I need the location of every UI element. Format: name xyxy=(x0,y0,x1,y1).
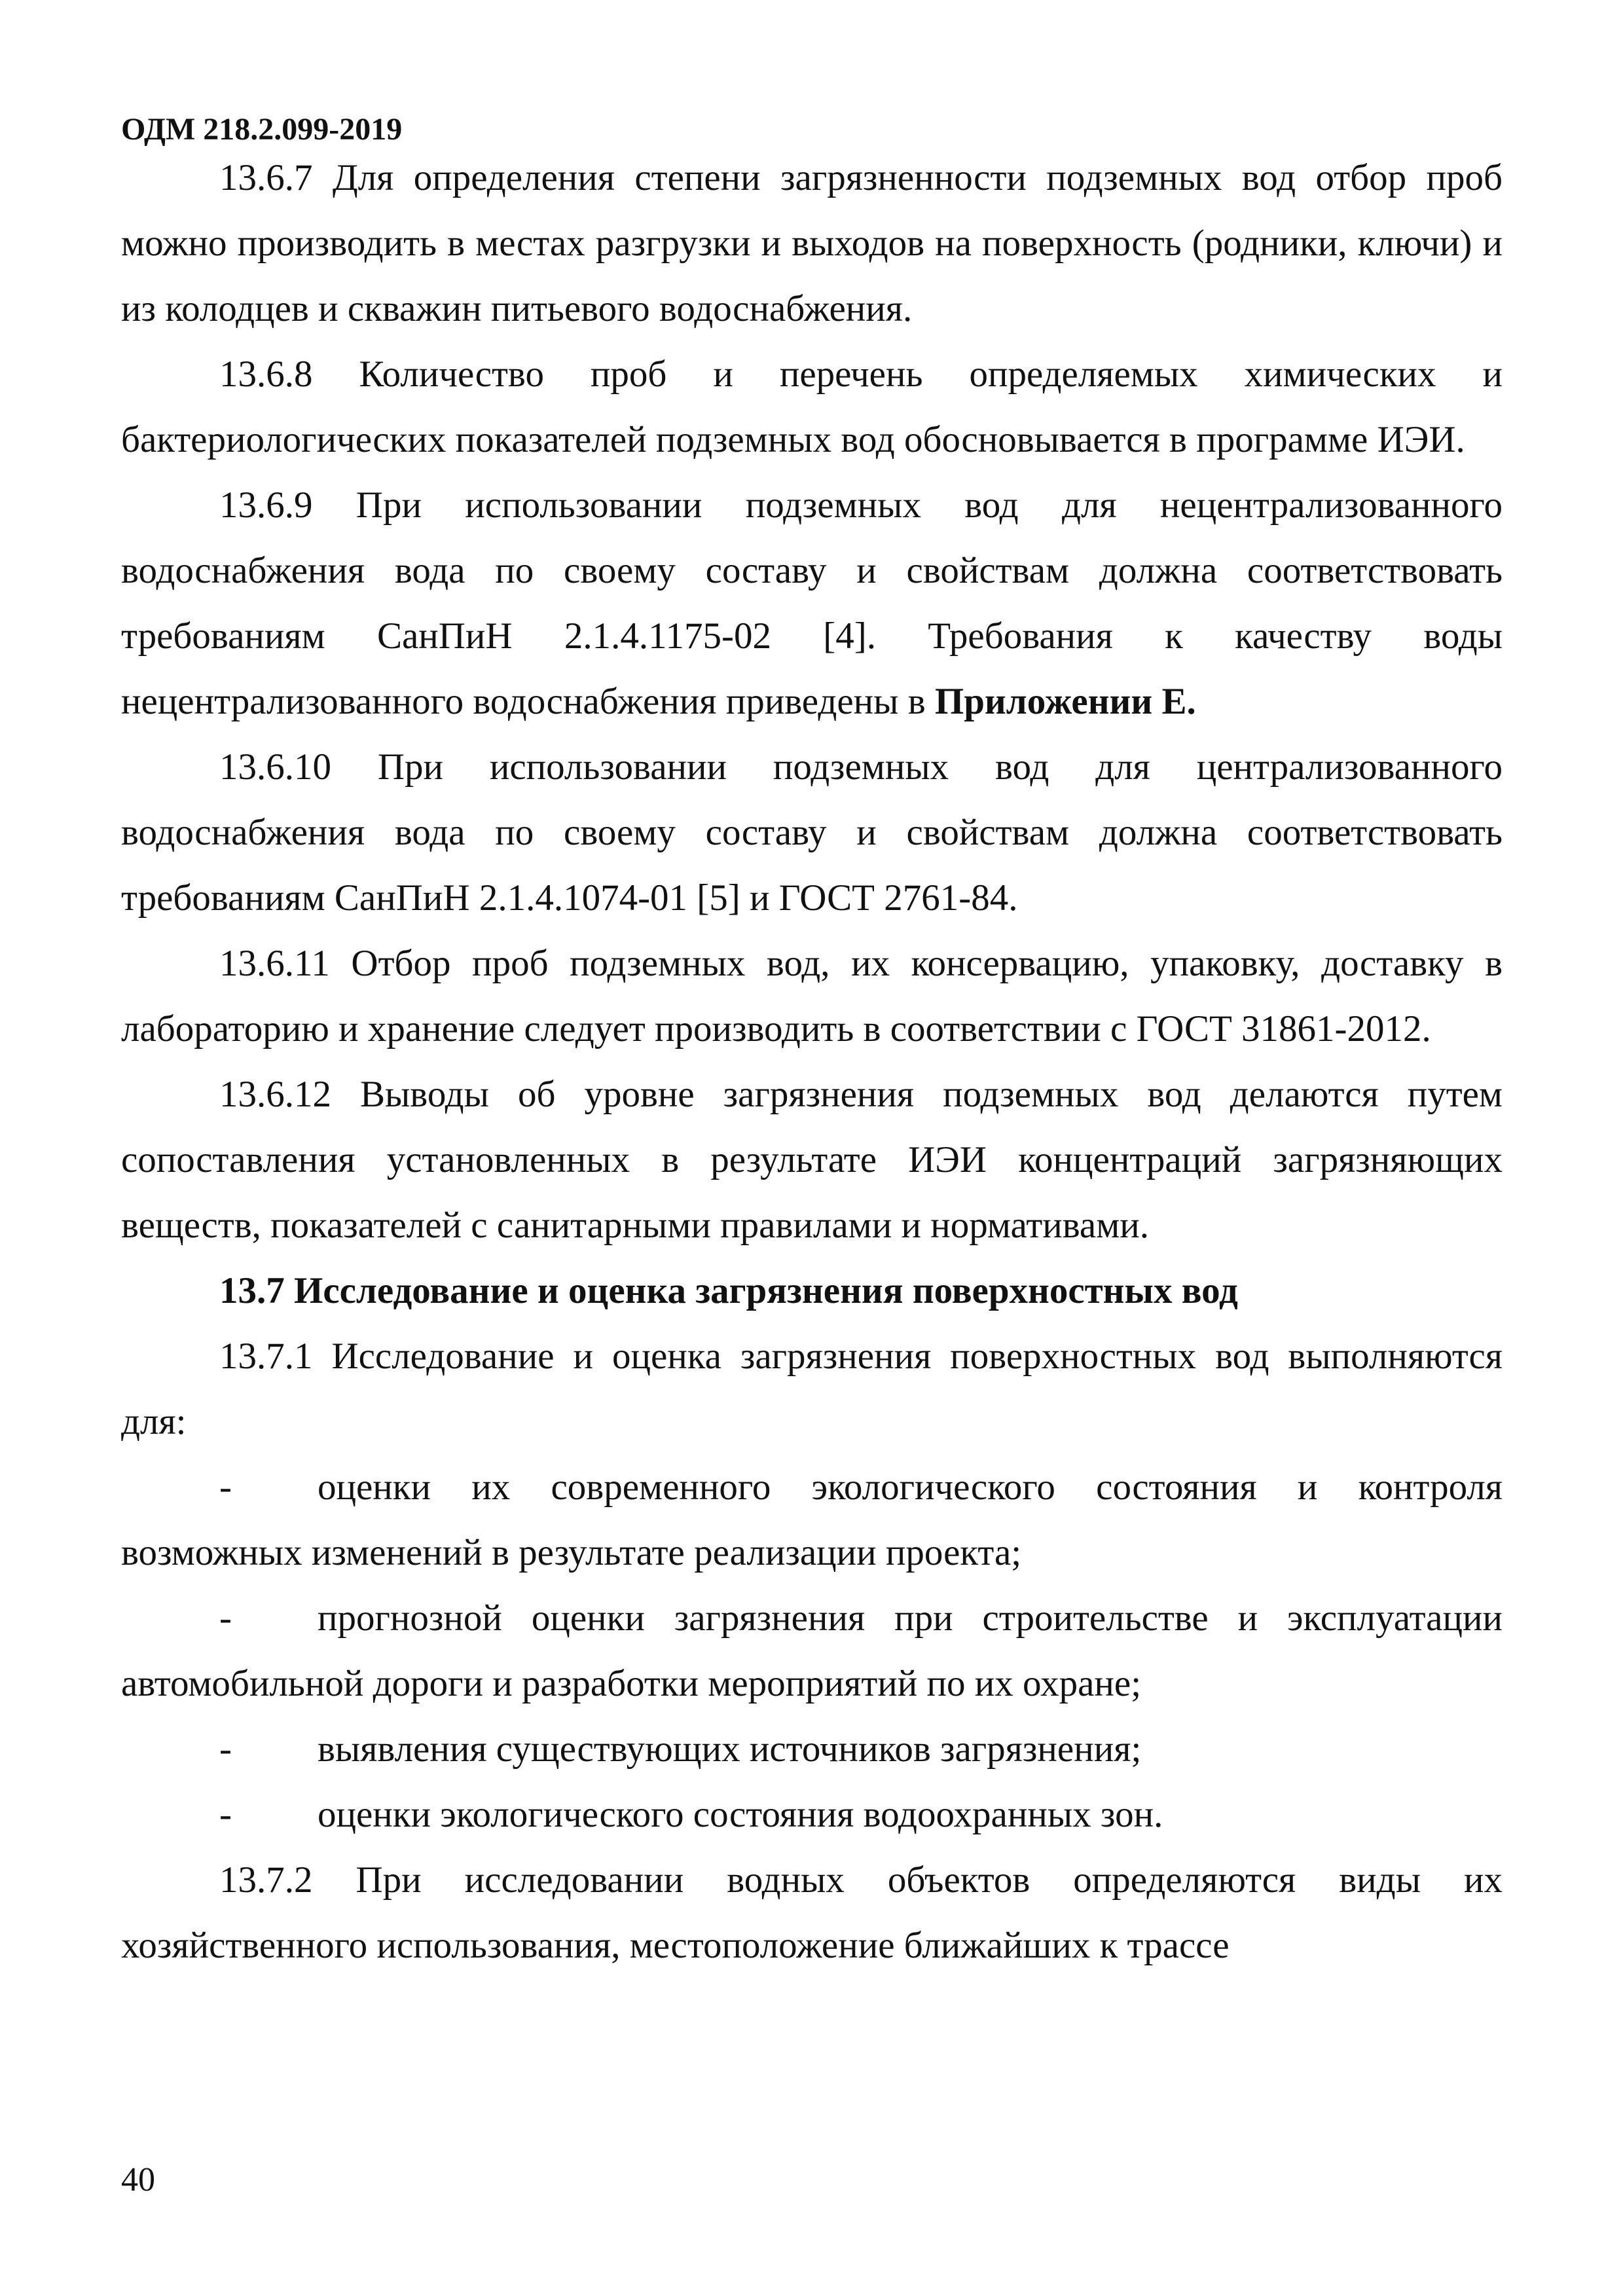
list-item xyxy=(121,1455,1503,1586)
section-heading-13-7: 13.7 Исследование и оценка загрязнения поверхностных вод xyxy=(219,1270,1238,1311)
list-item-text: оценки их современного экологического состояния и контроля возможных изменений в результате реализации проекта; xyxy=(121,1467,1503,1573)
document-body xyxy=(121,145,1503,1978)
bullet-marker: - xyxy=(219,1728,232,1770)
paragraph-13-6-8: 13.6.8 Количество проб и перечень определяемых химических и бактериологических показателей подземных вод обосновывается в программе ИЭИ. xyxy=(121,354,1503,460)
list-item-text: прогнозной оценки загрязнения при строительстве и эксплуатации автомобильной дороги и разработки мероприятий по их охране; xyxy=(121,1597,1503,1704)
bullet-marker: - xyxy=(219,1597,232,1639)
paragraph-13-6-7: 13.6.7 Для определения степени загрязненности подземных вод отбор проб можно производить в местах разгрузки и выходов на поверхность (родники, ключи) и из колодцев и скважин питьевого водоснабжения. xyxy=(121,157,1503,329)
paragraph-13-7-2: 13.7.2 При исследовании водных объектов определяются виды их хозяйственного использования, местоположение ближайших к трассе xyxy=(121,1859,1503,1966)
appendix-reference: Приложении Е. xyxy=(934,681,1196,722)
document-code: ОДМ 218.2.099-2019 xyxy=(121,112,403,147)
list-item-text: выявления существующих источников загрязнения; xyxy=(318,1728,1142,1770)
paragraph-13-6-10: 13.6.10 При использовании подземных вод для централизованного водоснабжения вода по своему составу и свойствам должна соответствовать требованиям СанПиН 2.1.4.1074-01 [5] и ГОСТ 2761-84. xyxy=(121,746,1503,919)
paragraph-13-6-12: 13.6.12 Выводы об уровне загрязнения подземных вод делаются путем сопоставления установленных в результате ИЭИ концентраций загрязняющих веществ, показателей с санитарными правилами и нормативами. xyxy=(121,1074,1503,1246)
bullet-marker: - xyxy=(219,1794,232,1835)
paragraph-13-6-9 xyxy=(121,473,1503,735)
list-item xyxy=(121,1717,1503,1782)
paragraph-13-6-11: 13.6.11 Отбор проб подземных вод, их консервацию, упаковку, доставку в лабораторию и хранение следует производить в соответствии с ГОСТ 31861-2012. xyxy=(121,943,1503,1049)
paragraph-13-6-9-text: 13.6.9 При использовании подземных вод для нецентрализованного водоснабжения вода по своему составу и свойствам должна соответствовать требованиям СанПиН 2.1.4.1175-02 [4]. Требования к качеству воды нецентрализованного водоснабжения приведены в xyxy=(121,484,1503,722)
list-item xyxy=(121,1782,1503,1848)
page-number: 40 xyxy=(121,2161,155,2198)
list-item-text: оценки экологического состояния водоохранных зон. xyxy=(318,1794,1163,1835)
paragraph-13-7-1: 13.7.1 Исследование и оценка загрязнения поверхностных вод выполняются для: xyxy=(121,1336,1503,1442)
list-item xyxy=(121,1586,1503,1717)
bullet-marker: - xyxy=(219,1467,232,1508)
